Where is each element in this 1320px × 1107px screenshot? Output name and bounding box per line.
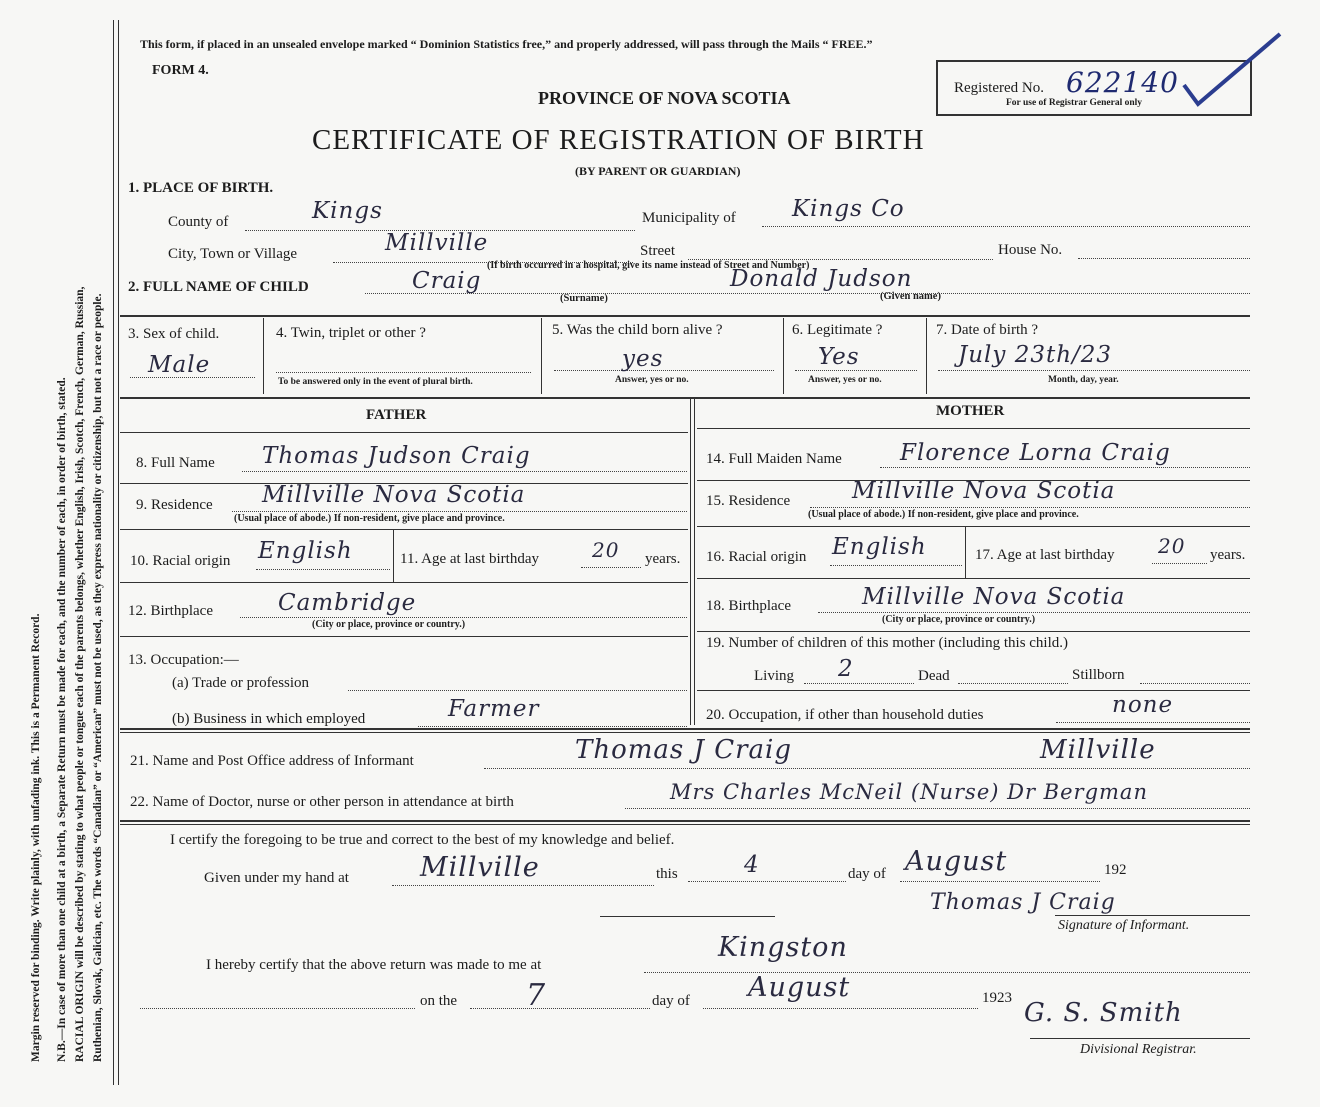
- mother-birthplace: Millville Nova Scotia: [862, 584, 1126, 610]
- return-place-line: [644, 972, 1250, 973]
- living-value: 2: [838, 656, 854, 682]
- informant-signature-label: Signature of Informant.: [1058, 918, 1190, 933]
- living-line: [804, 683, 914, 684]
- given-month: August: [905, 846, 1008, 877]
- father-name: Thomas Judson Craig: [262, 443, 531, 469]
- cell-sep-2: [541, 318, 542, 394]
- sidebar-line-3: RACIAL ORIGIN will be described by stating to what people or tongue each of the parents belongs, whether English, Irish, Scotch, French, German, Russian,: [74, 286, 86, 1062]
- city-label: City, Town or Village: [168, 246, 298, 262]
- binding-line: [113, 20, 114, 1085]
- father-rule-3: [120, 529, 688, 530]
- father-racial-label: 10. Racial origin: [130, 553, 231, 569]
- page-subtitle: (BY PARENT OR GUARDIAN): [575, 164, 741, 178]
- occupation-label: 13. Occupation:—: [128, 652, 239, 668]
- trade-label: (a) Trade or profession: [172, 675, 310, 691]
- this-day: 4: [744, 852, 760, 878]
- parents-center-divider: [690, 397, 691, 725]
- trade-line: [348, 690, 687, 691]
- mother-name: Florence Lorna Craig: [900, 440, 1171, 466]
- return-place: Kingston: [718, 932, 848, 963]
- sidebar-line-2: N.B.—In case of more than one child at a birth, a Separate Return must be made for each, and the number of each, in order of birth, stated.: [56, 377, 68, 1062]
- registrar-note: For use of Registrar General only: [1006, 98, 1143, 108]
- mother-racial-label: 16. Racial origin: [706, 549, 807, 565]
- form-number: FORM 4.: [152, 63, 209, 78]
- doctor-label: 22. Name of Doctor, nurse or other person in attendance at birth: [130, 794, 514, 810]
- this-label: this: [656, 866, 678, 882]
- alive-line: [554, 370, 774, 371]
- on-day-line: [470, 1008, 650, 1009]
- mother-name-line: [880, 467, 1250, 468]
- divider-3: [120, 728, 1250, 730]
- father-racial-line: [256, 569, 390, 570]
- mother-racial: English: [832, 534, 927, 560]
- mother-racial-sep: [965, 526, 966, 578]
- mother-years: years.: [1210, 547, 1246, 563]
- child-name-label: 2. FULL NAME OF CHILD: [128, 279, 309, 295]
- divider-2: [120, 397, 1250, 399]
- father-residence-label: 9. Residence: [136, 497, 213, 513]
- mother-residence-label: 15. Residence: [706, 493, 791, 509]
- day-of-label-2: day of: [652, 993, 690, 1009]
- on-the-label: on the: [420, 993, 458, 1009]
- registered-number: 622140: [1066, 66, 1179, 99]
- mother-age: 20: [1158, 534, 1186, 558]
- father-racial: English: [258, 538, 353, 564]
- house-label: House No.: [998, 242, 1063, 258]
- sex-label: 3. Sex of child.: [128, 326, 220, 342]
- father-age-line: [581, 567, 641, 568]
- mother-rule-6: [697, 690, 1250, 691]
- on-day: 7: [526, 978, 547, 1013]
- given-name-label: (Given name): [880, 291, 941, 302]
- city-value: Millville: [385, 230, 489, 256]
- stillborn-label: Stillborn: [1072, 667, 1125, 683]
- twin-note: To be answered only in the event of plural birth.: [278, 377, 473, 387]
- stillborn-line: [1140, 683, 1250, 684]
- father-racial-sep: [393, 530, 394, 582]
- year-prefix: 192: [1104, 862, 1127, 878]
- legitimate-value: Yes: [818, 344, 860, 370]
- doctor-line: [625, 808, 1250, 809]
- business-label: (b) Business in which employed: [172, 711, 366, 727]
- father-business: Farmer: [448, 696, 540, 722]
- dob-note: Month, day, year.: [1048, 375, 1119, 385]
- county-value: Kings: [312, 198, 383, 224]
- sex-value: Male: [148, 352, 211, 378]
- father-residence-note: (Usual place of abode.) If non-resident, give place and province.: [234, 513, 505, 524]
- informant-line: [484, 768, 1250, 769]
- return-year: 1923: [982, 990, 1012, 1006]
- divider-1: [120, 315, 1250, 317]
- cell-sep-4: [926, 318, 927, 394]
- mother-occupation-label: 20. Occupation, if other than household duties: [706, 707, 984, 723]
- legitimate-line: [795, 370, 917, 371]
- house-line: [1078, 258, 1250, 259]
- province: PROVINCE OF NOVA SCOTIA: [538, 88, 791, 108]
- dob-label: 7. Date of birth ?: [936, 322, 1039, 338]
- divider-4b: [120, 824, 1250, 825]
- checkmark-icon: [1180, 30, 1290, 110]
- father-heading: FATHER: [366, 407, 427, 423]
- father-residence: Millville Nova Scotia: [262, 482, 526, 508]
- legitimate-label: 6. Legitimate ?: [792, 322, 883, 338]
- business-line: [418, 726, 687, 727]
- informant-label: 21. Name and Post Office address of Informant: [130, 753, 414, 769]
- informant-address: Millville: [1040, 735, 1156, 765]
- place-of-birth-heading: 1. PLACE OF BIRTH.: [128, 180, 274, 196]
- mother-heading: MOTHER: [936, 403, 1005, 419]
- mother-rule-4: [697, 578, 1250, 579]
- informant-signature: Thomas J Craig: [930, 890, 1116, 915]
- mother-birthplace-line: [818, 612, 1250, 613]
- dead-label: Dead: [918, 668, 950, 684]
- mother-racial-line: [830, 565, 962, 566]
- child-name-line: [365, 293, 1250, 294]
- mother-rule-5: [697, 631, 1250, 632]
- dob-value: July 23th/23: [958, 342, 1113, 368]
- father-age-label: 11. Age at last birthday: [400, 551, 539, 567]
- informant-signature-line: [1055, 915, 1250, 916]
- mother-age-line: [1152, 563, 1207, 564]
- cell-sep-1: [263, 318, 264, 394]
- registered-label: Registered No.: [954, 80, 1044, 96]
- mother-age-label: 17. Age at last birthday: [975, 547, 1115, 563]
- hospital-note: (If birth occurred in a hospital, give its name instead of Street and Number): [487, 260, 810, 271]
- signature-line-blank: [600, 916, 775, 917]
- mother-residence-line: [810, 507, 1250, 508]
- child-given-name: Donald Judson: [730, 266, 913, 292]
- month-line: [900, 881, 1100, 882]
- doctor-name: Mrs Charles McNeil (Nurse) Dr Bergman: [670, 780, 1148, 804]
- child-surname: Craig: [412, 268, 482, 294]
- father-name-line: [242, 471, 687, 472]
- mail-notice: This form, if placed in an unsealed envelope marked “ Dominion Statistics free,” and properly addressed, will pass through the Mails “ FREE.”: [140, 37, 873, 51]
- father-residence-line: [232, 511, 687, 512]
- father-years: years.: [645, 551, 681, 567]
- mother-rule-3: [697, 526, 1250, 527]
- street-label: Street: [640, 243, 675, 259]
- sidebar-line-1: Margin reserved for binding. Write plainly, with unfading ink. This is a Permanent Record.: [30, 613, 42, 1062]
- given-under-label: Given under my hand at: [204, 870, 349, 886]
- municipality-label: Municipality of: [642, 210, 736, 226]
- mother-birthplace-note: (City or place, province or country.): [882, 614, 1036, 625]
- mother-rule-1: [697, 428, 1250, 429]
- cell-sep-3: [783, 318, 784, 394]
- certify-text: I certify the foregoing to be true and correct to the best of my knowledge and belief.: [170, 832, 675, 848]
- children-label: 19. Number of children of this mother (including this child.): [706, 635, 1069, 651]
- binding-line-2: [118, 20, 119, 1085]
- mother-residence: Millville Nova Scotia: [852, 478, 1116, 504]
- alive-label: 5. Was the child born alive ?: [552, 322, 723, 338]
- dead-line: [958, 683, 1068, 684]
- alive-note: Answer, yes or no.: [615, 375, 689, 385]
- return-label: I hereby certify that the above return was made to me at: [206, 957, 542, 973]
- dob-line: [938, 370, 1250, 371]
- municipality-line: [762, 226, 1250, 227]
- legitimate-note: Answer, yes or no.: [808, 375, 882, 385]
- father-rule-5: [120, 636, 688, 637]
- father-rule-1: [120, 432, 688, 433]
- given-place: Millville: [420, 852, 540, 883]
- given-place-line: [392, 885, 654, 886]
- on-the-prefix-line: [140, 1008, 415, 1009]
- mother-residence-note: (Usual place of abode.) If non-resident, give place and province.: [808, 509, 1079, 520]
- twin-label: 4. Twin, triplet or other ?: [276, 325, 426, 341]
- father-rule-4: [120, 582, 688, 583]
- registrar-signature-line: [1030, 1038, 1250, 1039]
- page-title: CERTIFICATE OF REGISTRATION OF BIRTH: [312, 124, 925, 156]
- father-birthplace-label: 12. Birthplace: [128, 603, 213, 619]
- sidebar-line-4: Ruthenian, Slovak, Galician, etc. The words “Canadian” or “American” must not be used, as they express nationality or citizenship, but not a race or people.: [92, 293, 104, 1062]
- alive-value: yes: [622, 346, 664, 372]
- father-name-label: 8. Full Name: [136, 455, 215, 471]
- month2-line: [703, 1008, 978, 1009]
- divider-4: [120, 820, 1250, 822]
- registrar-signature: G. S. Smith: [1024, 998, 1183, 1028]
- living-label: Living: [754, 668, 794, 684]
- divider-3b: [120, 732, 1250, 733]
- father-age: 20: [592, 538, 620, 562]
- mother-birthplace-label: 18. Birthplace: [706, 598, 791, 614]
- twin-line: [276, 372, 531, 373]
- parents-center-divider-2: [694, 397, 695, 725]
- father-birthplace-line: [240, 617, 687, 618]
- informant-name: Thomas J Craig: [575, 735, 792, 765]
- mother-occupation: none: [1112, 692, 1174, 718]
- mother-name-label: 14. Full Maiden Name: [706, 451, 842, 467]
- this-day-line: [688, 881, 846, 882]
- surname-label: (Surname): [560, 293, 608, 304]
- father-birthplace: Cambridge: [278, 590, 417, 616]
- county-label: County of: [168, 214, 229, 230]
- return-month: August: [748, 972, 851, 1003]
- day-of-label: day of: [848, 866, 886, 882]
- registrar-label: Divisional Registrar.: [1080, 1042, 1197, 1057]
- mother-occupation-line: [1056, 722, 1250, 723]
- father-birthplace-note: (City or place, province or country.): [312, 619, 466, 630]
- municipality-value: Kings Co: [792, 196, 905, 222]
